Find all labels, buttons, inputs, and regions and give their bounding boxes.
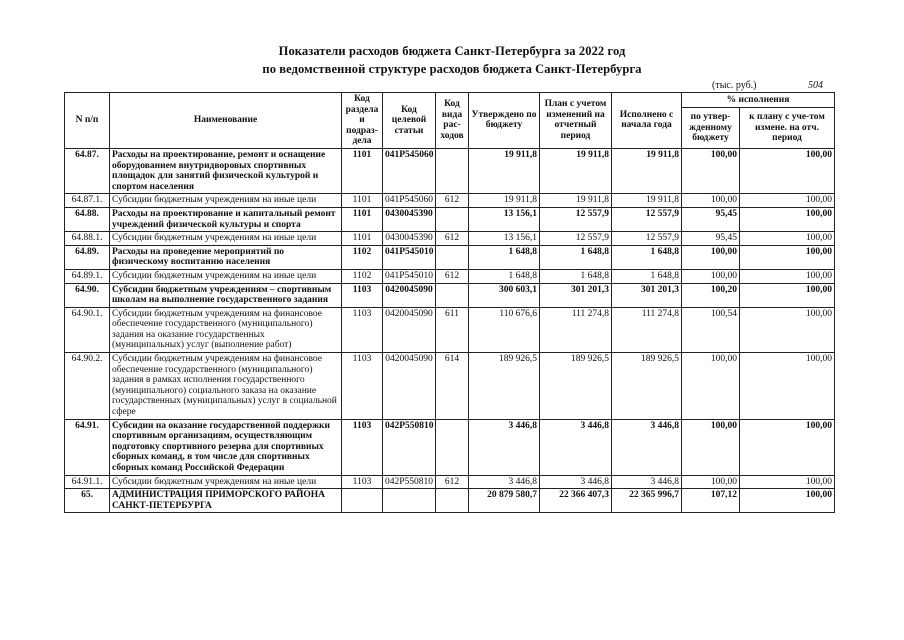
row-name: Субсидии бюджетным учреждениям на иные цели [110,194,342,208]
row-name: Субсидии на оказание государственной поддержки спортивным организациям, осуществляющим подготовку спортивного резерва для спортивных сборных команд, в том числе для спортивных сборных команд Российской Федерации [110,419,342,475]
row-approved: 300 603,1 [469,283,540,307]
header-type: Код вида рас-ходов [436,93,469,149]
table-row [65,353,835,420]
row-done: 1 648,8 [612,245,682,269]
header-name: Наименование [110,93,342,149]
row-pct-budget: 100,00 [682,353,740,420]
row-type [436,419,469,475]
row-pct-budget: 100,20 [682,283,740,307]
row-done: 3 446,8 [612,419,682,475]
row-type: 612 [436,475,469,489]
row-num: 64.88. [65,207,110,231]
row-plan: 111 274,8 [540,307,612,352]
row-done: 19 911,8 [612,194,682,208]
row-done: 3 446,8 [612,475,682,489]
budget-table [64,92,835,513]
row-pct-budget: 100,00 [682,148,740,193]
row-name: Субсидии бюджетным учреждениям на финансовое обеспечение государственного (муниципального) задания на оказание государственных (муниципальных) услуг (выполнение работ) [110,307,342,352]
row-approved: 20 879 580,7 [469,489,540,513]
row-name: Расходы на проектирование, ремонт и оснащение оборудованием внутридворовых спортивных площадок для занятий физической культурой и спортом населения [110,148,342,193]
row-type: 612 [436,269,469,283]
row-name: Расходы на проектирование и капитальный ремонт учреждений физической культуры и спорта [110,207,342,231]
row-num: 64.91. [65,419,110,475]
document-subtitle: по ведомственной структуре расходов бюджета Санкт-Петербурга [262,62,642,76]
row-approved: 1 648,8 [469,245,540,269]
row-pct-budget: 95,45 [682,232,740,246]
row-approved: 19 911,8 [469,194,540,208]
row-pct-budget: 100,00 [682,194,740,208]
row-num: 64.87. [65,148,110,193]
row-num: 64.88.1. [65,232,110,246]
table-row [65,419,835,475]
row-plan: 22 366 407,3 [540,489,612,513]
row-pct-plan: 100,00 [740,489,835,513]
row-done: 189 926,5 [612,353,682,420]
table-row [65,207,835,231]
table-row [65,194,835,208]
header-pct-budget: по утвер-жденному бюджету [682,108,740,149]
document-title: Показатели расходов бюджета Санкт-Петербурга за 2022 год [278,44,626,58]
row-plan: 3 446,8 [540,475,612,489]
row-type: 611 [436,307,469,352]
row-plan: 12 557,9 [540,232,612,246]
table-row [65,148,835,193]
table-row [65,475,835,489]
table-body [65,148,835,512]
row-type [436,207,469,231]
row-section: 1101 [342,232,383,246]
row-done: 12 557,9 [612,207,682,231]
row-done: 19 911,8 [612,148,682,193]
row-type [436,148,469,193]
row-pct-plan: 100,00 [740,148,835,193]
row-section: 1101 [342,148,383,193]
row-pct-plan: 100,00 [740,194,835,208]
row-plan: 189 926,5 [540,353,612,420]
row-num: 64.91.1. [65,475,110,489]
row-num: 64.87.1. [65,194,110,208]
row-approved: 110 676,6 [469,307,540,352]
row-name: Расходы на проведение мероприятий по физическому воспитанию населения [110,245,342,269]
row-plan: 1 648,8 [540,245,612,269]
row-pct-plan: 100,00 [740,207,835,231]
row-approved: 189 926,5 [469,353,540,420]
header-plan: План с учетом изменений на отчетный период [540,93,612,149]
row-done: 12 557,9 [612,232,682,246]
row-plan: 19 911,8 [540,148,612,193]
table-row [65,489,835,513]
row-section: 1103 [342,419,383,475]
row-plan: 3 446,8 [540,419,612,475]
row-approved: 3 446,8 [469,419,540,475]
row-section: 1103 [342,283,383,307]
row-pct-budget: 100,54 [682,307,740,352]
row-pct-plan: 100,00 [740,245,835,269]
row-pct-plan: 100,00 [740,419,835,475]
row-section: 1102 [342,245,383,269]
row-approved: 13 156,1 [469,232,540,246]
row-approved: 1 648,8 [469,269,540,283]
row-pct-budget: 100,00 [682,419,740,475]
table-row [65,269,835,283]
row-plan: 1 648,8 [540,269,612,283]
row-type: 612 [436,194,469,208]
row-done: 111 274,8 [612,307,682,352]
row-section: 1103 [342,353,383,420]
row-target: 041P545060 [383,194,436,208]
row-num: 64.90. [65,283,110,307]
row-num: 64.89. [65,245,110,269]
row-pct-budget: 100,00 [682,245,740,269]
header-approved: Утверждено по бюджету [469,93,540,149]
units-label: (тыс. руб.) [712,80,757,91]
row-num: 65. [65,489,110,513]
row-pct-plan: 100,00 [740,283,835,307]
row-target: 0420045090 [383,283,436,307]
row-num: 64.90.2. [65,353,110,420]
row-type [436,489,469,513]
row-pct-plan: 100,00 [740,269,835,283]
row-name: Субсидии бюджетным учреждениям на иные цели [110,475,342,489]
row-name: Субсидии бюджетным учреждениям – спортивным школам на выполнение государственного задания [110,283,342,307]
row-pct-budget: 100,00 [682,269,740,283]
row-name: Субсидии бюджетным учреждениям на иные цели [110,232,342,246]
row-plan: 12 557,9 [540,207,612,231]
row-plan: 301 201,3 [540,283,612,307]
row-section [342,489,383,513]
row-name: Субсидии бюджетным учреждениям на финансовое обеспечение государственного (муниципального) задания в рамках исполнения государственного (муниципального) социального заказа на оказание государственных (муниципальных) услуг в социальной сфере [110,353,342,420]
table-row [65,283,835,307]
row-type: 612 [436,232,469,246]
row-type [436,283,469,307]
row-pct-plan: 100,00 [740,307,835,352]
row-type: 614 [436,353,469,420]
row-section: 1102 [342,269,383,283]
row-target: 0430045390 [383,207,436,231]
table-row [65,245,835,269]
header-section: Код раздела и подраз-дела [342,93,383,149]
page-number: 504 [808,80,823,91]
row-num: 64.90.1. [65,307,110,352]
row-pct-budget: 95,45 [682,207,740,231]
row-type [436,245,469,269]
row-done: 1 648,8 [612,269,682,283]
row-target: 041P545060 [383,148,436,193]
row-section: 1103 [342,475,383,489]
header-target: Код целевой статьи [383,93,436,149]
row-pct-budget: 100,00 [682,475,740,489]
row-pct-plan: 100,00 [740,353,835,420]
row-name: АДМИНИСТРАЦИЯ ПРИМОРСКОГО РАЙОНА САНКТ-ПЕТЕРБУРГА [110,489,342,513]
row-name: Субсидии бюджетным учреждениям на иные цели [110,269,342,283]
row-approved: 19 911,8 [469,148,540,193]
table-row [65,307,835,352]
row-pct-plan: 100,00 [740,475,835,489]
row-plan: 19 911,8 [540,194,612,208]
row-target: 042P550810 [383,475,436,489]
header-pct-group: % исполнения [682,93,835,108]
row-num: 64.89.1. [65,269,110,283]
row-done: 22 365 996,7 [612,489,682,513]
row-target: 041P545010 [383,245,436,269]
header-num: N п/п [65,93,110,149]
header-pct-plan: к плану с уче-том измене. на отч. период [740,108,835,149]
row-done: 301 201,3 [612,283,682,307]
row-target: 042P550810 [383,419,436,475]
row-target: 0420045090 [383,353,436,420]
row-approved: 13 156,1 [469,207,540,231]
row-approved: 3 446,8 [469,475,540,489]
row-target: 0430045390 [383,232,436,246]
row-section: 1101 [342,207,383,231]
row-section: 1101 [342,194,383,208]
table-row [65,232,835,246]
row-target: 0420045090 [383,307,436,352]
row-pct-budget: 107,12 [682,489,740,513]
row-pct-plan: 100,00 [740,232,835,246]
row-target [383,489,436,513]
header-done: Исполнено с начала года [612,93,682,149]
row-section: 1103 [342,307,383,352]
row-target: 041P545010 [383,269,436,283]
